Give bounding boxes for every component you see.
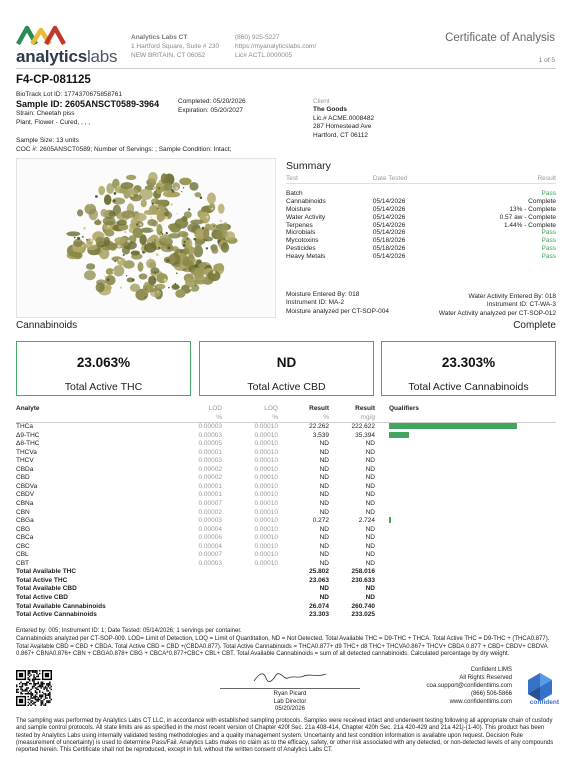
cannabis-flower-image — [17, 159, 276, 318]
total-active-thc-label: Total Active THC — [64, 380, 143, 393]
analyte-qualifier — [375, 466, 556, 475]
summary-row — [286, 222, 556, 230]
summary-row — [286, 198, 556, 206]
analyte-row — [16, 457, 556, 466]
analyte-result-mg: ND — [365, 491, 375, 499]
cannabinoids-status: Complete — [513, 320, 556, 331]
total-row — [16, 577, 556, 586]
summary-test: Water Activity — [286, 213, 326, 221]
analyte-row — [16, 500, 556, 509]
lab-url-link[interactable]: https://myanalyticslabs.com/ — [235, 42, 317, 50]
total-active-cannabinoids-label: Total Active Cannabinoids — [408, 380, 529, 393]
unit-result-pct: % — [278, 414, 329, 423]
analyte-result-pct: ND — [319, 482, 329, 490]
summary-date — [373, 183, 433, 197]
summary-result: Pass — [541, 245, 556, 253]
analyte-lod: 0.00002 — [198, 474, 222, 482]
analyte-name: CBL — [16, 551, 29, 559]
col-lod: LOD — [208, 405, 222, 412]
analyte-qualifier — [375, 517, 556, 526]
analyte-name: CBN — [16, 508, 30, 516]
summary-result: Complete — [528, 197, 556, 205]
lims-rights: All Rights Reserved — [459, 675, 512, 682]
lims-phone: (866) 506-5866 — [470, 691, 512, 698]
notes-method-line: Cannabinoids analyzed per CT-SOP-009. LOD= Limit of Detection, LOQ = Limit of Quantitation, ND = Not Detected. Total Available THC = D9-THC + THCA. Total Active THC = D9-THC + (THCA0.877). Total Available CBD = CBD + CBDA. Total Active CBD = CBD +(CBDA0.877). Total Active Cannabinoids = THCA0.877+ d9 THC+ d8 THC+ THCVA0.867+ THCV+ CBDA 0.877 + CBD+ CBDV+ CBDVA 0.867+ CBNA0.876+ CBN + CBGA0.878+ CBG + CBCA*0.877+CBC+ CBL+ CBT. Total Available Cannabinoids = sum of all detected cannabinoids. Calculated percentage by dry weight. — [16, 635, 550, 658]
wa-instrument: Instrument ID: CT-WA-3 — [486, 301, 556, 309]
analyte-loq: 0.00010 — [254, 508, 278, 516]
analyte-qualifier — [375, 440, 556, 449]
water-activity-info — [439, 293, 556, 318]
analyte-loq: 0.00010 — [254, 525, 278, 533]
summary-row — [286, 183, 556, 197]
signature-line — [220, 688, 360, 689]
analyte-qualifier — [375, 500, 556, 509]
document-title: Certificate of Analysis — [445, 32, 555, 44]
lab-address-line1: 1 Hartford Square, Suite # 230 — [131, 42, 220, 50]
analyte-name: Δ9-THC — [16, 431, 40, 439]
total-active-cbd-label: Total Active CBD — [247, 380, 326, 393]
analyte-result-pct: 22.262 — [309, 423, 329, 431]
total-row — [16, 603, 556, 612]
analyte-level-bar — [389, 517, 391, 523]
analyte-qualifier — [375, 483, 556, 492]
client-license: Lic.# ACME.0008482 — [313, 114, 375, 122]
lab-phone: (860) 925-5227 — [235, 34, 280, 41]
summary-test: Microbials — [286, 229, 316, 237]
unit-lod: % — [128, 414, 222, 423]
col-loq: LOQ — [264, 405, 278, 412]
summary-result: Pass — [541, 237, 556, 245]
analyte-result-pct: ND — [319, 534, 329, 542]
moisture-info — [286, 291, 389, 316]
total-name: Total Active THC — [16, 576, 68, 584]
analyte-row — [16, 474, 556, 483]
analyte-name: CBCa — [16, 534, 34, 542]
analyte-loq: 0.00010 — [254, 423, 278, 431]
analyte-lod: 0.00003 — [198, 559, 222, 567]
analyte-lod: 0.00005 — [198, 440, 222, 448]
summary-row — [286, 253, 556, 261]
summary-test: Heavy Metals — [286, 253, 326, 261]
lims-url-link[interactable]: www.confidentlims.com — [449, 699, 512, 706]
analyte-result-mg: 35.394 — [355, 431, 375, 439]
total-result-pct: ND — [319, 585, 329, 593]
analyte-result-mg: ND — [365, 542, 375, 550]
summary-date: 05/18/2026 — [372, 245, 406, 253]
analyte-result-mg: 2.724 — [358, 517, 375, 525]
analyte-name: CBGa — [16, 517, 34, 525]
total-result-mg: 233.025 — [351, 611, 375, 619]
total-active-cbd-value: ND — [276, 355, 297, 370]
sample-id: Sample ID: 2605ANSCT0589-3964 — [16, 99, 160, 110]
analyte-result-mg: ND — [365, 474, 375, 482]
total-row — [16, 585, 556, 594]
analyte-name: THCV — [16, 457, 34, 465]
summary-row — [286, 214, 556, 222]
client-address-line2: Hartford, CT 06112 — [313, 131, 369, 139]
total-row — [16, 594, 556, 603]
client-label: Client — [313, 98, 330, 105]
analyte-result-pct: ND — [319, 559, 329, 567]
total-active-thc-value: 23.063% — [76, 355, 131, 370]
total-result-mg: ND — [365, 594, 375, 602]
analyte-loq: 0.00010 — [254, 474, 278, 482]
analytics-labs-logo-icon — [16, 24, 72, 46]
total-result-mg: ND — [365, 585, 375, 593]
analyte-loq: 0.00010 — [254, 431, 278, 439]
analyte-result-mg: ND — [365, 534, 375, 542]
analyte-result-pct: ND — [319, 525, 329, 533]
summary-test: Terpenes — [286, 221, 313, 229]
analyte-lod: 0.00004 — [198, 525, 222, 533]
analyte-row — [16, 423, 556, 432]
analyte-row — [16, 449, 556, 458]
analyte-name: CBNa — [16, 500, 34, 508]
analyte-qualifier — [375, 457, 556, 466]
footer-disclaimer: The sampling was performed by Analytics Labs CT LLC, in accordance with established sampling protocols. Samples were received intact and underwent testing following all appropriate chain of custody and sample control protocols. All state limits are as specified in the most recent version of Chapter 420f Sec. 21a 408-414, Chapter 420h Sec. 21a 420-429 and 21a 421j-(1-40). This product has been tested by Analytics Labs using internally validated testing methodologies and a quality management system. Uncertainty and test condition information is available upon request. Decision Rule (measurement of uncertainty) is used to determine Pass/Fail. Analytics Labs makes no claim as to the efficacy, safety, or other risk associated with any detected, or non-detected levels of any compounds reported herein. This Certificate shall not be reproduced, except in full, without the written consent of Analytics Labs CT. — [16, 718, 554, 754]
total-name: Total Active Cannabinoids — [16, 611, 97, 619]
total-name: Total Available THC — [16, 568, 77, 576]
analyte-lod: 0.00006 — [198, 534, 222, 542]
analyte-name: Δ8-THC — [16, 440, 40, 448]
summary-date: 05/18/2026 — [372, 237, 406, 245]
summary-result: 13% - Complete — [509, 205, 556, 213]
analyte-lod: 0.00004 — [198, 542, 222, 550]
analyte-result-mg: ND — [365, 440, 375, 448]
analyte-qualifier — [375, 449, 556, 458]
expiration-date: Expiration: 05/20/2027 — [178, 106, 244, 114]
total-row — [16, 611, 556, 620]
analyte-result-mg: ND — [365, 559, 375, 567]
lab-name: Analytics Labs CT — [131, 34, 188, 41]
signature-date: 05/20/2026 — [274, 706, 306, 713]
analyte-row — [16, 534, 556, 543]
analyte-lod: 0.00001 — [198, 448, 222, 456]
unit-loq: % — [222, 414, 278, 423]
summary-row — [286, 206, 556, 214]
analyte-lod: 0.00003 — [198, 431, 222, 439]
summary-row — [286, 229, 556, 237]
header-divider — [16, 68, 556, 69]
summary-test: Moisture — [286, 205, 311, 213]
summary-result: Pass — [541, 189, 556, 197]
cannabinoid-notes — [16, 628, 556, 659]
summary-result: 1.44% - Complete — [503, 221, 556, 229]
analyte-result-pct: ND — [319, 551, 329, 559]
analyte-result-mg: ND — [365, 525, 375, 533]
units-row — [16, 414, 556, 423]
total-result-pct: 23.063 — [309, 576, 329, 584]
analyte-loq: 0.00010 — [254, 440, 278, 448]
total-row — [16, 568, 556, 577]
analyte-row — [16, 432, 556, 441]
analyte-qualifier — [375, 432, 556, 441]
total-result-pct: ND — [319, 594, 329, 602]
cannabinoids-title: Cannabinoids — [16, 320, 78, 331]
coc-line: COC #: 2605ANSCT0589; Number of Servings: ; Sample Condition: Intact; — [16, 145, 232, 153]
analyte-loq: 0.00010 — [254, 482, 278, 490]
analyte-result-mg: 222.622 — [351, 423, 375, 431]
sample-size-info — [16, 137, 231, 155]
analyte-lod: 0.00001 — [198, 482, 222, 490]
total-name: Total Active CBD — [16, 594, 69, 602]
total-active-thc-box — [16, 341, 191, 396]
total-result-pct: 23.303 — [309, 611, 329, 619]
summary-result: Pass — [541, 229, 556, 237]
summary-col-date: Date Tested — [373, 175, 433, 183]
analyte-row — [16, 543, 556, 552]
summary-test: Cannabinoids — [286, 197, 326, 205]
summary-col-test: Test — [286, 175, 373, 183]
analyte-result-pct: 3.539 — [312, 431, 329, 439]
analyte-result-pct: 0.272 — [312, 517, 329, 525]
analyte-row — [16, 509, 556, 518]
confident-logo-text: confident — [529, 699, 559, 706]
analyte-result-pct: ND — [319, 465, 329, 473]
analyte-qualifier — [375, 509, 556, 518]
lims-name: Confident LIMS — [470, 667, 512, 673]
analyte-lod: 0.00002 — [198, 508, 222, 516]
summary-table — [286, 175, 556, 261]
total-active-cannabinoids-value: 23.303% — [441, 355, 496, 370]
analyte-loq: 0.00010 — [254, 465, 278, 473]
wa-entered-by: Water Activity Entered By: 018 — [468, 293, 556, 300]
sample-type: Plant, Flower - Cured, , , , — [16, 118, 91, 126]
analyte-qualifier — [375, 543, 556, 552]
sample-code: F4-CP-081125 — [16, 74, 91, 86]
total-result-pct: 26.074 — [309, 602, 329, 610]
lab-address-line2: NEW BRITAIN, CT 06052 — [131, 51, 206, 59]
sample-size: Sample Size: 13 units — [16, 137, 79, 144]
analyte-lod: 0.00003 — [198, 423, 222, 431]
summary-row — [286, 237, 556, 245]
page-number: 1 of 5 — [538, 57, 555, 64]
analyte-qualifier — [375, 423, 556, 432]
analyte-row — [16, 517, 556, 526]
total-result-mg: 260.740 — [351, 602, 375, 610]
summary-title: Summary — [286, 160, 331, 172]
col-result-mg: Result — [355, 405, 375, 412]
analyte-lod: 0.00007 — [198, 500, 222, 508]
analyte-lod: 0.00002 — [198, 465, 222, 473]
analyte-result-pct: ND — [319, 500, 329, 508]
analyte-name: CBDV — [16, 491, 35, 499]
client-address-line1: 287 Homestead Ave — [313, 123, 372, 131]
analyte-result-mg: ND — [365, 500, 375, 508]
analyte-result-mg: ND — [365, 508, 375, 516]
signer-title: Lab Director — [273, 698, 307, 705]
analyte-lod: 0.00001 — [198, 491, 222, 499]
analyte-loq: 0.00010 — [254, 542, 278, 550]
signature-icon — [250, 670, 330, 684]
lab-contact — [235, 34, 316, 60]
brand-wordmark: analyticslabs — [16, 47, 118, 66]
cannabinoid-analyte-table — [16, 405, 556, 620]
signer-name: Ryan Picard — [273, 690, 307, 697]
analyte-loq: 0.00010 — [254, 448, 278, 456]
client-info — [313, 98, 374, 140]
lab-info — [131, 34, 219, 60]
dates-info — [178, 98, 246, 116]
analyte-result-pct: ND — [319, 448, 329, 456]
unit-result-mg: mg/g — [329, 414, 375, 423]
total-name: Total Available Cannabinoids — [16, 602, 106, 610]
notes-entered-line: Entered by: 005; Instrument ID: 1; Date Tested: 05/14/2026; 1 servings per container. — [16, 628, 242, 634]
analyte-result-pct: ND — [319, 440, 329, 448]
analyte-qualifier — [375, 551, 556, 560]
total-active-cbd-box — [199, 341, 374, 396]
analyte-qualifier — [375, 534, 556, 543]
analyte-qualifier — [375, 560, 556, 569]
strain: Strain: Cheetah piss — [16, 110, 75, 118]
moisture-instrument: Instrument ID: MA-2 — [286, 299, 345, 307]
wa-sop: Water Activity analyzed per CT-SOP-012 — [438, 309, 556, 317]
summary-test: Mycotoxins — [286, 237, 319, 245]
completed-date: Completed: 05/20/2026 — [178, 98, 246, 105]
summary-col-result: Result — [433, 175, 556, 183]
sample-photo — [16, 158, 276, 318]
total-active-cannabinoids-box — [381, 341, 556, 396]
analyte-loq: 0.00010 — [254, 534, 278, 542]
analyte-name: CBC — [16, 542, 30, 550]
analyte-result-pct: ND — [319, 474, 329, 482]
moisture-entered-by: Moisture Entered By: 018 — [286, 291, 360, 298]
analyte-name: CBG — [16, 525, 31, 533]
analyte-name: THCa — [16, 423, 33, 431]
summary-row — [286, 245, 556, 253]
analyte-result-mg: ND — [365, 551, 375, 559]
analyte-result-mg: ND — [365, 448, 375, 456]
analyte-result-pct: ND — [319, 542, 329, 550]
analyte-result-pct: ND — [319, 457, 329, 465]
total-result-mg: 258.016 — [351, 568, 375, 576]
total-name: Total Available CBD — [16, 585, 77, 593]
summary-date: 05/14/2026 — [372, 229, 406, 237]
total-result-pct: 25.802 — [309, 568, 329, 576]
signature-block — [220, 670, 360, 714]
analyte-loq: 0.00010 — [254, 559, 278, 567]
analyte-row — [16, 526, 556, 535]
analyte-name: CBDVa — [16, 482, 38, 490]
analyte-result-pct: ND — [319, 508, 329, 516]
summary-date: 05/14/2026 — [372, 197, 406, 205]
analyte-name: CBDa — [16, 465, 34, 473]
analyte-lod: 0.00003 — [198, 517, 222, 525]
analyte-row — [16, 491, 556, 500]
summary-date: 05/14/2026 — [372, 253, 406, 261]
analyte-loq: 0.00010 — [254, 491, 278, 499]
analyte-qualifier — [375, 491, 556, 500]
col-qualifiers: Qualifiers — [389, 405, 419, 412]
analyte-loq: 0.00010 — [254, 457, 278, 465]
summary-test: Pesticides — [286, 245, 316, 253]
analyte-loq: 0.00010 — [254, 500, 278, 508]
analyte-result-mg: ND — [365, 465, 375, 473]
col-result-pct: Result — [309, 405, 329, 412]
analyte-name: CBT — [16, 559, 29, 567]
analyte-result-mg: ND — [365, 482, 375, 490]
summary-test: Batch — [286, 189, 303, 197]
analyte-row — [16, 466, 556, 475]
total-result-mg: 230.633 — [351, 576, 375, 584]
analyte-loq: 0.00010 — [254, 551, 278, 559]
analyte-loq: 0.00010 — [254, 517, 278, 525]
moisture-sop: Moisture analyzed per CT-SOP-004 — [286, 307, 389, 315]
analyte-row — [16, 440, 556, 449]
analyte-name: CBD — [16, 474, 30, 482]
analyte-qualifier — [375, 526, 556, 535]
analyte-lod: 0.00003 — [198, 457, 222, 465]
analyte-result-pct: ND — [319, 491, 329, 499]
lims-email-link[interactable]: coa.support@confidentlims.com — [426, 683, 512, 690]
lims-info — [427, 666, 512, 706]
analyte-name: THCVa — [16, 448, 37, 456]
analyte-level-bar — [389, 423, 517, 429]
analyte-row — [16, 560, 556, 569]
analyte-qualifier — [375, 474, 556, 483]
lab-license: Lic# ACTL.0000005 — [235, 51, 293, 59]
summary-date: 05/14/2026 — [372, 221, 406, 229]
qr-code-icon[interactable] — [16, 670, 52, 706]
summary-result: 0.57 aw - Complete — [499, 213, 556, 221]
col-analyte: Analyte — [16, 405, 40, 412]
analyte-lod: 0.00007 — [198, 551, 222, 559]
analyte-level-bar — [389, 432, 409, 438]
analyte-result-mg: ND — [365, 457, 375, 465]
summary-date: 05/14/2026 — [372, 213, 406, 221]
analyte-row — [16, 483, 556, 492]
summary-date: 05/14/2026 — [372, 205, 406, 213]
biotrack-lot-id: BioTrack Lot ID: 1774370675858761 — [16, 91, 123, 98]
client-name: The Goods — [313, 106, 347, 114]
summary-result: Pass — [541, 253, 556, 261]
analyte-row — [16, 551, 556, 560]
